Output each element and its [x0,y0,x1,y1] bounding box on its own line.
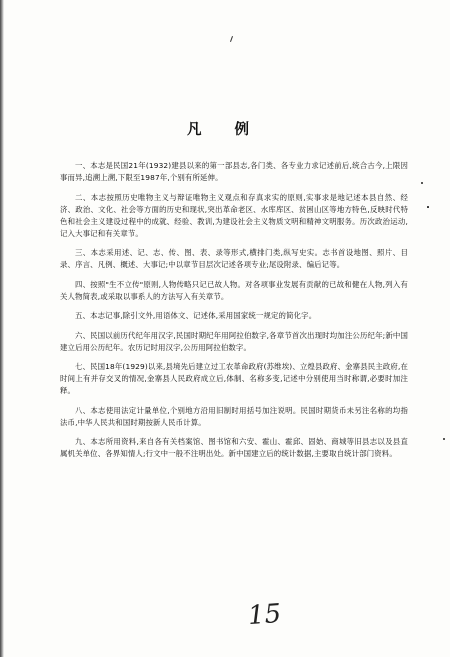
page-title: 凡 例 [186,121,264,138]
paragraph: 五、本志记事,除引文外,用语体文、记述体,采用国家统一规定的简化字。 [75,311,317,320]
paragraph: 四、按照"生不立传"原则,人物传略只记已故人物。对各项事业发展有贡献的已故和健在人物,列入有关人物简表,或采取以事系人的方法写入有关章节。 [60,279,408,301]
scan-speck [427,206,429,208]
paragraph: 九、本志所用资料,来自各有关档案馆、图书馆和六安、霍山、霍邱、固始、商城等旧县志以及县直属机关单位、各界知情人;行文中一般不注明出处。新中国建立后的统计数据,主要取自统计部门资料。 [60,437,408,458]
handwritten-page-number: 15 [246,598,283,632]
paragraph: 八、本志使用法定计量单位,个别地方沿用旧制时用括号加注说明。民国时期货币未另注名称的均指法币,中华人民共和国时期按新人民币计算。 [60,405,408,427]
paragraph: 一、本志是民国21年(1932)建县以来的第一部县志,各门类、各专业力求记述前后,统合古今,上限因事而异,追溯上溯,下限至1987年,个别有所延伸。 [60,161,408,182]
paragraph: 三、本志采用述、记、志、传、图、表、录等形式,横排门类,纵写史实。志书首设地图、照片、目录、序言、凡例、概述、大事记;中以章节目层次记述各项专业;尾设附录、编后记等。 [60,248,408,269]
scan-edge-shadow [0,0,4,657]
scan-mark [230,36,233,42]
document-body [60,160,408,468]
scan-speck [421,182,423,184]
paragraph: 二、本志按照历史唯物主义与辩证唯物主义观点和存真求实的原则,实事求是地记述本县自然、经济、政治、文化、社会等方面的历史和现状,突出革命老区、水库库区、贫困山区等地方特色,反映时代特色和社会主义建设过程中的成就、经验、教训,为建设社会主义物质文明和精神文明服务。历次政治运动,记入大事记和有关章节。 [60,192,408,238]
scan-speck [443,438,445,440]
paragraph: 六、民国以前历代纪年用汉字,民国时期纪年用阿拉伯数字,各章节首次出现时均加注公历纪年;新中国建立后用公历纪年。农历记时用汉字,公历用阿拉伯数字。 [60,330,408,352]
paragraph: 七、民国18年(1929)以来,县境先后建立过工农革命政府(苏维埃)、立煌县政府、金寨县民主政府,在时间上有并存交叉的情况,金寨县人民政府成立后,体制、名称多变,记述中分别使用当时称谓,必要时加注释。 [60,362,408,395]
